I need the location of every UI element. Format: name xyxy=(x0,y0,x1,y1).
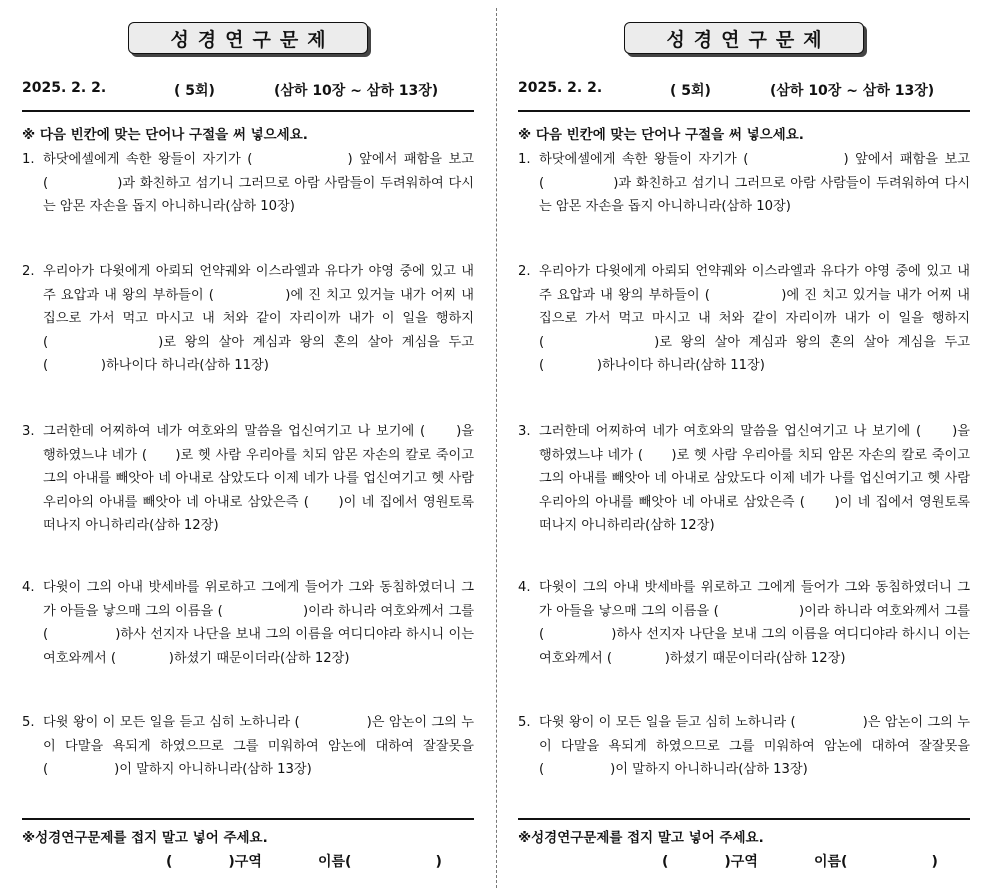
info-row xyxy=(518,80,970,100)
question-number: 4. xyxy=(518,580,531,595)
question-text: 우리아가 다윗에게 아뢰되 언약궤와 이스라엘과 유다가 야영 중에 있고 내 주 요압과 내 왕의 부하들이 ( )에 진 치고 있거늘 내가 어찌 내 집으로 가서 먹고 마시고 내 처와 같이 자리이까 내가 이 일을 행하지 ( )로 왕의 살아 계심과 왕의 혼의 살아 계심을 두고 ( )하나이다 하니라(삼하 11장) xyxy=(43,264,474,373)
footer-fields xyxy=(518,851,970,871)
bottom-rule xyxy=(22,818,474,820)
question-2 xyxy=(22,260,474,378)
question-text: 그러한데 어찌하여 네가 여호와의 말씀을 업신여기고 나 보기에 ( )을 행하였느냐 네가 ( )로 헷 사람 우리아를 치되 암몬 자손의 칼로 죽이고 그의 아내를 빼앗아 네 아내로 삼았도다 이제 네가 나를 업신여기고 헷 사람 우리아의 아내를 빼앗아 네 아내로 삼았은즉 ( )이 네 집에서 영원토록 떠나지 아니하리라(삼하 12장) xyxy=(43,424,474,533)
date: 2025. 2. 2. xyxy=(22,80,107,96)
question-1 xyxy=(518,148,970,219)
question-3 xyxy=(518,420,970,538)
question-4 xyxy=(22,576,474,670)
district-field: ( )구역 xyxy=(166,854,262,870)
chapter-range: (삼하 10장 ~ 삼하 13장) xyxy=(274,83,439,99)
title-box xyxy=(128,22,368,54)
question-4 xyxy=(518,576,970,670)
question-number: 5. xyxy=(518,715,531,730)
instruction: ※ 다음 빈칸에 맞는 단어나 구절을 써 넣으세요. xyxy=(518,127,804,143)
name-field: 이름( ) xyxy=(814,854,938,870)
question-text: 우리아가 다윗에게 아뢰되 언약궤와 이스라엘과 유다가 야영 중에 있고 내 주 요압과 내 왕의 부하들이 ( )에 진 치고 있거늘 내가 어찌 내 집으로 가서 먹고 마시고 내 처와 같이 자리이까 내가 이 일을 행하지 ( )로 왕의 살아 계심과 왕의 혼의 살아 계심을 두고 ( )하나이다 하니라(삼하 11장) xyxy=(539,264,970,373)
top-rule xyxy=(22,110,474,112)
bottom-rule xyxy=(518,818,970,820)
name-field: 이름( ) xyxy=(318,854,442,870)
session-number: ( 5회) xyxy=(670,83,711,99)
question-number: 5. xyxy=(22,715,35,730)
question-5 xyxy=(518,711,970,782)
question-3 xyxy=(22,420,474,538)
instruction: ※ 다음 빈칸에 맞는 단어나 구절을 써 넣으세요. xyxy=(22,127,308,143)
info-row xyxy=(22,80,474,100)
question-text: 다윗이 그의 아내 밧세바를 위로하고 그에게 들어가 그와 동침하였더니 그가 아들을 낳으매 그의 이름을 ( )이라 하니라 여호와께서 그를 ( )하사 선지자 나단을 보내 그의 이름을 여디디야라 하시니 이는 여호와께서 ( )하셨기 때문이더라(삼하 12장) xyxy=(43,580,474,666)
page-title: 성경연구문제 xyxy=(666,28,831,51)
question-number: 2. xyxy=(518,264,531,279)
question-text: 다윗 왕이 이 모든 일을 듣고 심히 노하니라 ( )은 암논이 그의 누이 다말을 욕되게 하였으므로 그를 미워하여 암논에 대하여 잘잘못을 ( )이 말하지 아니하니라(삼하 13장) xyxy=(539,715,970,777)
title-box xyxy=(624,22,864,54)
question-number: 4. xyxy=(22,580,35,595)
question-1 xyxy=(22,148,474,219)
question-text: 하닷에셀에게 속한 왕들이 자기가 ( ) 앞에서 패함을 보고 ( )과 화친하고 섬기니 그러므로 아람 사람들이 두려워하여 다시는 암몬 자손을 돕지 아니하니라(삼하 10장) xyxy=(43,152,474,214)
question-number: 3. xyxy=(22,424,35,439)
date: 2025. 2. 2. xyxy=(518,80,603,96)
worksheet-left xyxy=(22,0,474,892)
session-number: ( 5회) xyxy=(174,83,215,99)
question-text: 그러한데 어찌하여 네가 여호와의 말씀을 업신여기고 나 보기에 ( )을 행하였느냐 네가 ( )로 헷 사람 우리아를 치되 암몬 자손의 칼로 죽이고 그의 아내를 빼앗아 네 아내로 삼았도다 이제 네가 나를 업신여기고 헷 사람 우리아의 아내를 빼앗아 네 아내로 삼았은즉 ( )이 네 집에서 영원토록 떠나지 아니하리라(삼하 12장) xyxy=(539,424,970,533)
question-text: 다윗이 그의 아내 밧세바를 위로하고 그에게 들어가 그와 동침하였더니 그가 아들을 낳으매 그의 이름을 ( )이라 하니라 여호와께서 그를 ( )하사 선지자 나단을 보내 그의 이름을 여디디야라 하시니 이는 여호와께서 ( )하셨기 때문이더라(삼하 12장) xyxy=(539,580,970,666)
footer-fields xyxy=(22,851,474,871)
top-rule xyxy=(518,110,970,112)
district-field: ( )구역 xyxy=(662,854,758,870)
question-number: 1. xyxy=(518,152,531,167)
chapter-range: (삼하 10장 ~ 삼하 13장) xyxy=(770,83,935,99)
question-text: 다윗 왕이 이 모든 일을 듣고 심히 노하니라 ( )은 암논이 그의 누이 다말을 욕되게 하였으므로 그를 미워하여 암논에 대하여 잘잘못을 ( )이 말하지 아니하니라(삼하 13장) xyxy=(43,715,474,777)
question-5 xyxy=(22,711,474,782)
footer-note: ※성경연구문제를 접지 말고 넣어 주세요. xyxy=(518,830,764,846)
question-number: 2. xyxy=(22,264,35,279)
question-2 xyxy=(518,260,970,378)
question-number: 3. xyxy=(518,424,531,439)
worksheet-right xyxy=(518,0,970,892)
question-number: 1. xyxy=(22,152,35,167)
page-title: 성경연구문제 xyxy=(170,28,335,51)
cut-line xyxy=(496,8,497,888)
footer-note: ※성경연구문제를 접지 말고 넣어 주세요. xyxy=(22,830,268,846)
question-text: 하닷에셀에게 속한 왕들이 자기가 ( ) 앞에서 패함을 보고 ( )과 화친하고 섬기니 그러므로 아람 사람들이 두려워하여 다시는 암몬 자손을 돕지 아니하니라(삼하 10장) xyxy=(539,152,970,214)
